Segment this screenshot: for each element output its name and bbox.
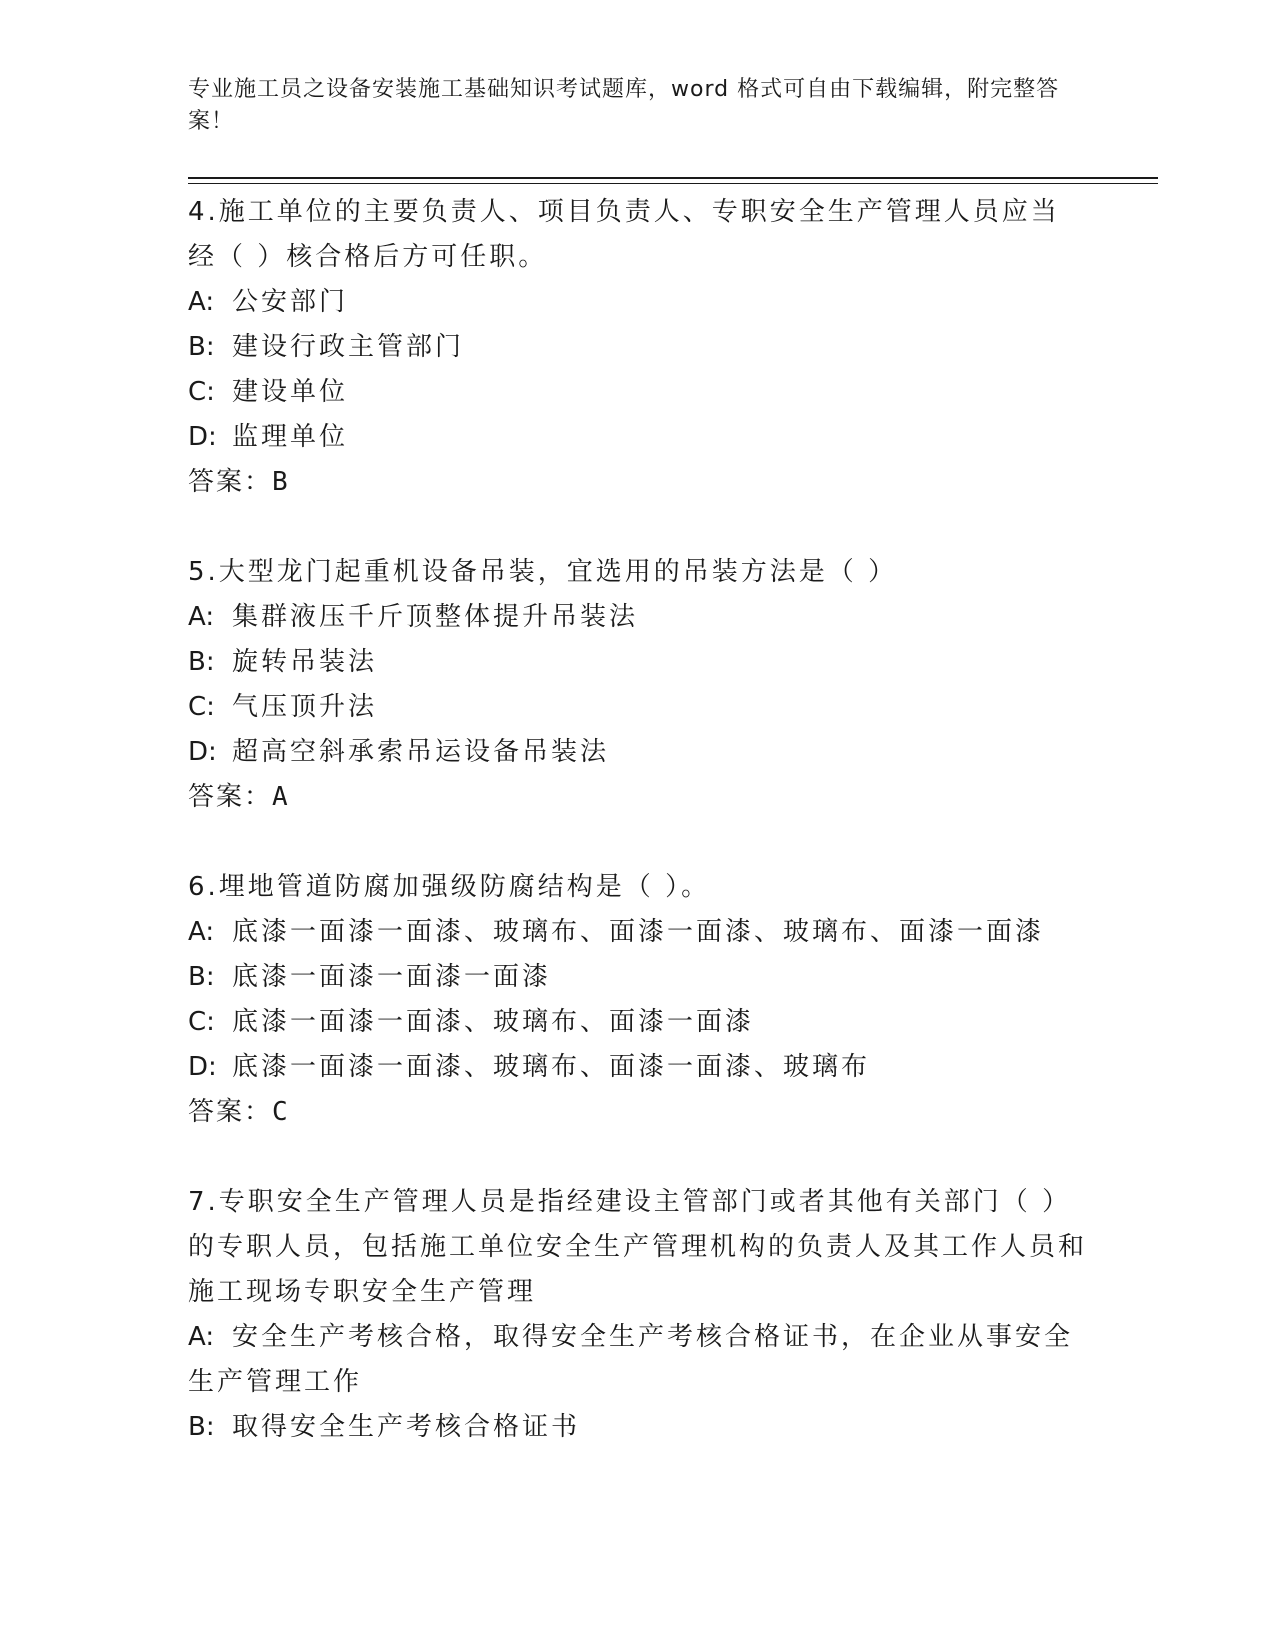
answer-label: 答案： (188, 467, 273, 497)
option-d (188, 1045, 1088, 1090)
question-7 (188, 1180, 1088, 1450)
option-b (188, 640, 1088, 685)
question-text: 5.大型龙门起重机设备吊装，宜选用的吊装方法是（ ） (188, 557, 898, 587)
answer-label: 答案： (188, 782, 273, 812)
answer-line (188, 460, 1088, 505)
option-text: 建设行政主管部门 (232, 332, 465, 362)
option-letter: B: (188, 332, 215, 362)
option-a (188, 595, 1088, 640)
option-text: 安全生产考核合格，取得安全生产考核合格证书，在企业从事安全生产管理工作 (188, 1322, 1074, 1397)
header-divider-thick (188, 177, 1158, 179)
question-text: 4.施工单位的主要负责人、项目负责人、专职安全生产管理人员应当经（ ）核合格后方可任职。 (188, 197, 1060, 272)
option-letter: A: (188, 602, 215, 632)
answer-line (188, 1090, 1088, 1135)
option-letter: C: (188, 377, 215, 407)
question-text: 7.专职安全生产管理人员是指经建设主管部门或者其他有关部门（ ）的专职人员，包括施工单位安全生产管理机构的负责人及其工作人员和施工现场专职安全生产管理 (188, 1187, 1088, 1307)
option-text: 超高空斜承索吊运设备吊装法 (232, 737, 610, 767)
question-4 (188, 190, 1088, 505)
answer-value: B (272, 467, 290, 497)
option-letter: D: (188, 737, 217, 767)
document-header: 专业施工员之设备安装施工基础知识考试题库，word 格式可自由下载编辑，附完整答案！ (188, 77, 1060, 134)
option-letter: A: (188, 287, 215, 317)
option-c (188, 1000, 1088, 1045)
option-text: 公安部门 (232, 287, 349, 317)
option-letter: D: (188, 422, 217, 452)
option-d (188, 730, 1088, 775)
option-b (188, 1405, 1088, 1450)
option-letter: C: (188, 692, 215, 722)
option-letter: B: (188, 647, 215, 677)
answer-label: 答案： (188, 1097, 273, 1127)
option-text: 底漆一面漆一面漆、玻璃布、面漆一面漆 (232, 1007, 755, 1037)
option-letter: D: (188, 1052, 217, 1082)
answer-line (188, 775, 1088, 820)
option-letter: A: (188, 917, 215, 947)
option-b (188, 955, 1088, 1000)
question-6 (188, 865, 1088, 1135)
question-5 (188, 550, 1088, 820)
question-list (188, 190, 1088, 1495)
header-divider-thin (188, 183, 1158, 184)
option-letter: B: (188, 1412, 215, 1442)
option-text: 底漆一面漆一面漆、玻璃布、面漆一面漆、玻璃布、面漆一面漆 (232, 917, 1045, 947)
answer-value: C (272, 1097, 290, 1127)
option-c (188, 370, 1088, 415)
option-text: 建设单位 (232, 377, 349, 407)
option-a (188, 910, 1088, 955)
option-text: 旋转吊装法 (232, 647, 378, 677)
option-d (188, 415, 1088, 460)
option-a (188, 280, 1088, 325)
option-text: 气压顶升法 (232, 692, 378, 722)
option-b (188, 325, 1088, 370)
option-text: 取得安全生产考核合格证书 (232, 1412, 581, 1442)
option-text: 底漆一面漆一面漆、玻璃布、面漆一面漆、玻璃布 (232, 1052, 871, 1082)
option-letter: B: (188, 962, 215, 992)
option-text: 监理单位 (232, 422, 349, 452)
option-letter: C: (188, 1007, 215, 1037)
answer-value: A (272, 782, 290, 812)
option-text: 集群液压千斤顶整体提升吊装法 (232, 602, 639, 632)
option-letter: A: (188, 1322, 215, 1352)
option-text: 底漆一面漆一面漆一面漆 (232, 962, 552, 992)
option-c (188, 685, 1088, 730)
question-text: 6.埋地管道防腐加强级防腐结构是（ ）。 (188, 872, 711, 902)
option-a (188, 1315, 1088, 1405)
